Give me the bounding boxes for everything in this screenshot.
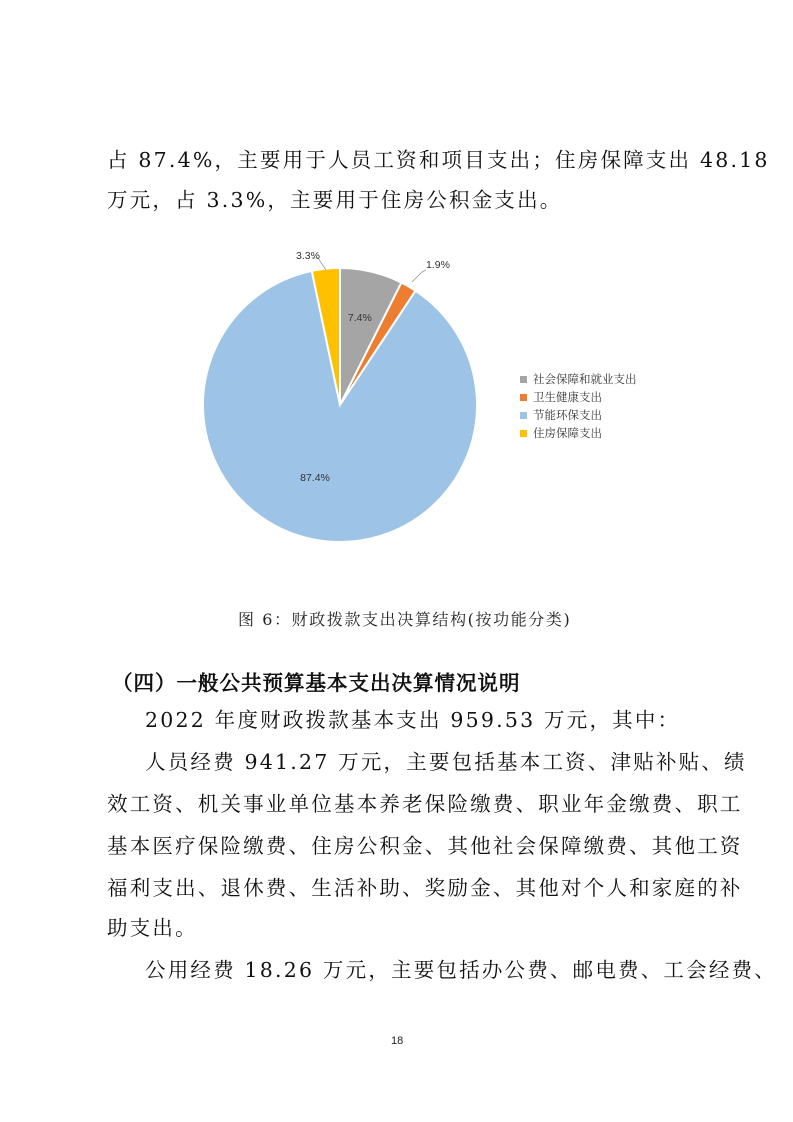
pie-data-label: 1.9%: [426, 259, 450, 271]
legend-swatch: [520, 394, 527, 401]
legend-item: [520, 388, 637, 406]
text-line: 人员经费 941.27 万元，主要包括基本工资、津贴补贴、绩: [145, 750, 747, 774]
chart-legend: [520, 370, 637, 442]
figure-caption: 图 6：财政拨款支出决算结构(按功能分类): [238, 610, 572, 629]
legend-label: 社会保障和就业支出: [533, 372, 637, 386]
text-line: 公用经费 18.26 万元，主要包括办公费、邮电费、工会经费、: [145, 958, 777, 982]
legend-swatch: [520, 430, 527, 437]
pie-data-label: 87.4%: [300, 472, 330, 484]
legend-swatch: [520, 412, 527, 419]
text-line: 基本医疗保险缴费、住房公积金、其他社会保障缴费、其他工资: [107, 834, 743, 858]
pie-data-label: 3.3%: [296, 250, 320, 262]
legend-label: 节能环保支出: [533, 408, 602, 422]
text-line: 助支出。: [107, 916, 198, 940]
text-line: 2022 年度财政拨款基本支出 959.53 万元，其中：: [145, 708, 681, 732]
text-line: 万元，占 3.3%，主要用于住房公积金支出。: [107, 188, 563, 212]
text-line: 福利支出、退休费、生活补助、奖励金、其他对个人和家庭的补: [107, 876, 743, 900]
text-line: 效工资、机关事业单位基本养老保险缴费、职业年金缴费、职工: [107, 792, 743, 816]
section-heading: （四）一般公共预算基本支出决算情况说明: [112, 671, 521, 695]
legend-label: 卫生健康支出: [533, 390, 602, 404]
text-line: 占 87.4%，主要用于人员工资和项目支出；住房保障支出 48.18: [107, 148, 770, 172]
legend-item: [520, 424, 637, 442]
legend-item: [520, 406, 637, 424]
leader-line: [412, 270, 426, 282]
legend-swatch: [520, 376, 527, 383]
page-number: 18: [391, 1035, 404, 1047]
legend-label: 住房保障支出: [533, 426, 602, 440]
pie-data-label: 7.4%: [347, 312, 372, 325]
legend-item: [520, 370, 637, 388]
